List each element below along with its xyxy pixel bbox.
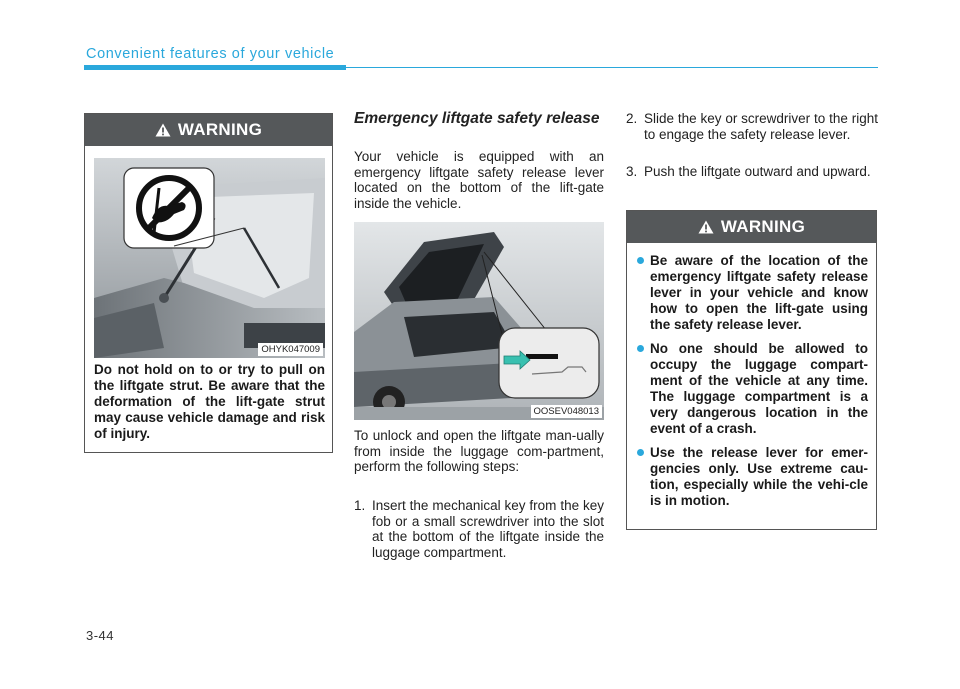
liftgate-strut-photo <box>94 158 325 358</box>
warning-heading: WARNING <box>720 217 806 236</box>
step-text: Slide the key or screwdriver to the right to engage the safety release lever. <box>644 111 878 142</box>
section-title: Emergency liftgate safety release <box>354 110 600 127</box>
photo-code: OHYK047009 <box>258 343 323 356</box>
step-item <box>626 164 878 180</box>
bullet-dot-icon <box>637 257 644 264</box>
warning-triangle-icon <box>698 220 714 234</box>
liftgate-strut-illustration <box>94 158 325 358</box>
list-item <box>636 341 868 437</box>
liftgate-release-photo <box>354 222 604 420</box>
step-item <box>626 111 878 142</box>
list-item <box>636 445 868 509</box>
steps-intro: To unlock and open the liftgate man-ually from inside the luggage com-partment, perform the following steps: <box>354 428 604 474</box>
warning-text: Do not hold on to or try to pull on the liftgate strut. Be aware that the deformation of the lift-gate strut may cause vehicle damage and risk of injury. <box>94 362 325 441</box>
step-number: 1. <box>354 498 366 513</box>
list-item <box>636 253 868 333</box>
warning-bullet-list <box>636 253 868 517</box>
step-text: Push the liftgate outward and upward. <box>644 164 871 179</box>
step-item <box>354 498 604 560</box>
photo-code: OOSEV048013 <box>531 405 603 418</box>
bullet-text: No one should be allowed to occupy the luggage compart-ment of the vehicle at any time. The luggage compartment is a very dangerous location in the event of a crash. <box>650 341 868 436</box>
header-rule-thin <box>346 67 878 68</box>
bullet-dot-icon <box>637 345 644 352</box>
bullet-text: Use the release lever for emer-gencies only. Use extreme cau-tion, especially while the vehi-cle is in motion. <box>650 445 868 508</box>
bullet-dot-icon <box>637 449 644 456</box>
liftgate-release-illustration <box>354 222 604 420</box>
page-number: 3-44 <box>86 628 115 643</box>
step-text: Insert the mechanical key from the key fob or a small screwdriver into the slot at the bottom of the liftgate inside the luggage compartment. <box>372 498 604 560</box>
intro-paragraph: Your vehicle is equipped with an emergency liftgate safety release lever located on the bottom of the lift-gate inside the vehicle. <box>354 149 604 211</box>
header-rule-thick <box>84 65 346 70</box>
section-header: Convenient features of your vehicle <box>86 46 335 62</box>
warning-box-release <box>626 210 877 530</box>
warning-box-strut <box>84 113 333 453</box>
warning-triangle-icon <box>155 123 171 137</box>
warning-heading: WARNING <box>177 120 263 139</box>
warning-header <box>627 211 876 243</box>
step-number: 2. <box>626 111 638 126</box>
step-number: 3. <box>626 164 638 179</box>
warning-header <box>85 114 332 146</box>
bullet-text: Be aware of the location of the emergency liftgate safety release lever in your vehicle and know how to open the lift-gate using the safety release lever. <box>650 253 868 332</box>
